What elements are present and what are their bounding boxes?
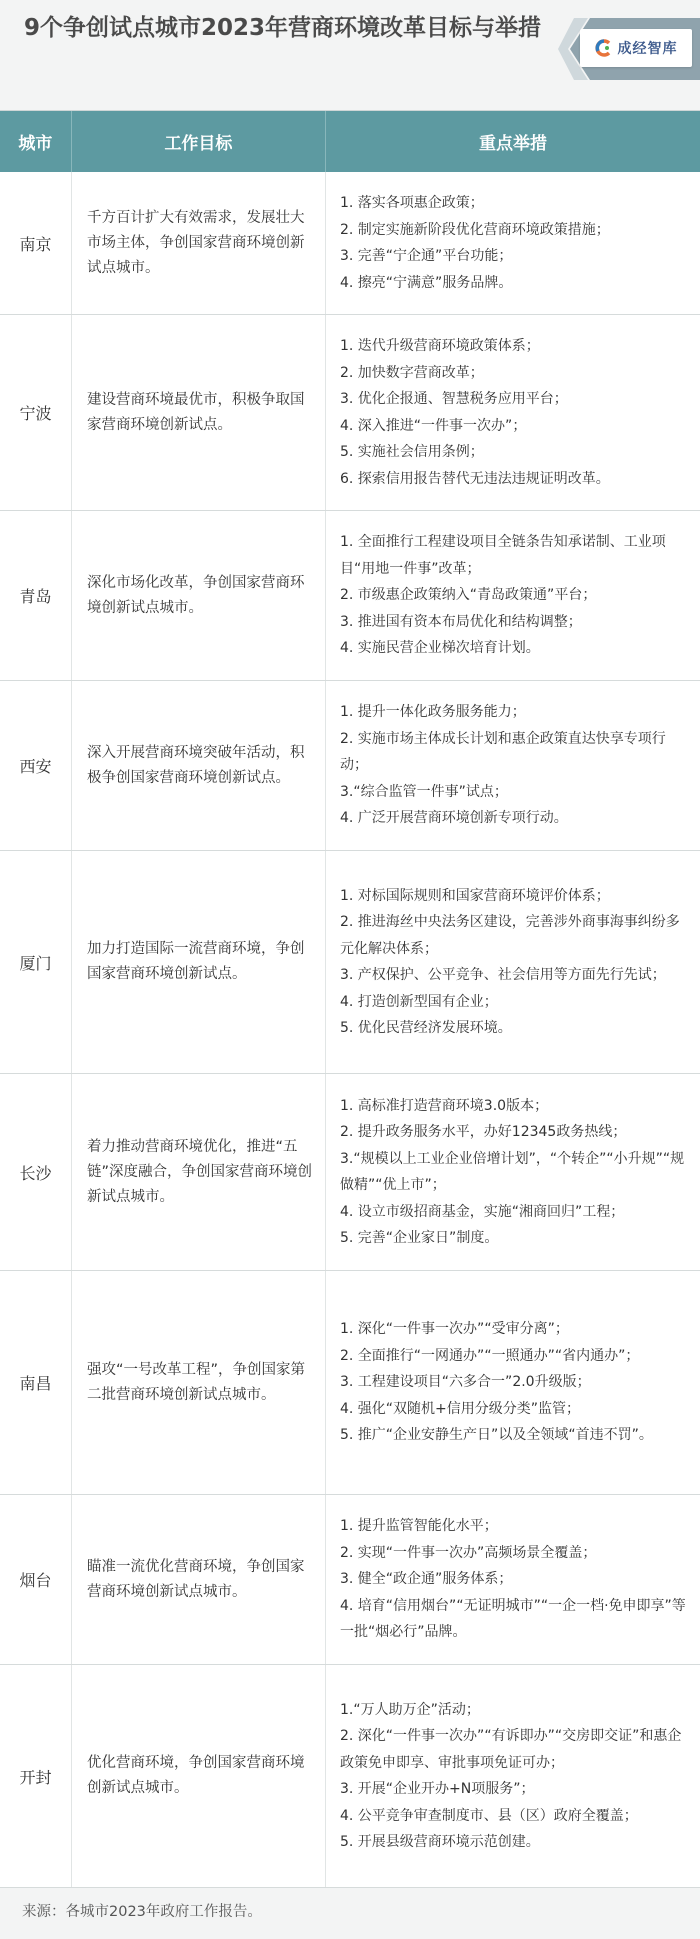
colorful-c-logo-icon [595, 39, 613, 57]
row-city: 开封 [19, 1767, 52, 1787]
row-goal: 加力打造国际一流营商环境，争创国家营商环境创新试点。 [71, 851, 325, 1073]
row-goal: 强攻“一号改革工程”，争创国家第二批营商环境创新试点城市。 [71, 1271, 325, 1494]
measure-item: 4. 实施民营企业梯次培育计划。 [340, 640, 540, 657]
table-row [0, 851, 700, 1074]
measure-item: 2. 实现“一件事一次办”高频场景全覆盖； [340, 1544, 597, 1561]
measure-item: 1. 全面推行工程建设项目全链条告知承诺制、工业项目“用地一件事”改革； [340, 534, 666, 577]
measure-item: 3. 工程建设项目“六多合一”2.0升级版； [340, 1374, 591, 1391]
measure-item: 5. 完善“企业家日”制度。 [340, 1230, 499, 1246]
measure-item: 2. 提升政务服务水平，办好12345政务热线； [340, 1124, 627, 1140]
table-row [0, 511, 700, 681]
measure-item: 1. 深化“一件事一次办”“受审分离”； [340, 1321, 569, 1338]
header-goal: 工作目标 [71, 111, 325, 172]
row-city: 长沙 [19, 1163, 52, 1183]
measure-item: 6. 探索信用报告替代无违法违规证明改革。 [340, 470, 610, 487]
measure-item: 4. 设立市级招商基金，实施“湘商回归”工程； [340, 1203, 625, 1220]
row-city: 西安 [19, 757, 52, 776]
row-city: 烟台 [19, 1571, 52, 1590]
row-measures [325, 315, 700, 510]
measure-item: 2. 实施市场主体成长计划和惠企政策直达快享专项行动； [340, 730, 666, 774]
row-city: 南京 [19, 234, 52, 254]
row-measures [325, 172, 700, 314]
row-goal: 深入开展营商环境突破年活动，积极争创国家营商环境创新试点。 [71, 681, 325, 850]
table-row [0, 681, 700, 851]
measure-item: 2. 推进海丝中央法务区建设，完善涉外商事海事纠纷多元化解决体系； [340, 914, 680, 957]
source-note: 来源：各城市2023年政府工作报告。 [22, 1904, 262, 1920]
reform-table [0, 110, 700, 1889]
row-goal: 深化市场化改革，争创国家营商环境创新试点城市。 [71, 511, 325, 680]
table-row [0, 1271, 700, 1495]
row-goal: 着力推动营商环境优化，推进“五链”深度融合，争创国家营商环境创新试点城市。 [71, 1074, 325, 1270]
measure-item: 2. 市级惠企政策纳入“青岛政策通”平台； [340, 587, 597, 604]
table-row [0, 172, 700, 315]
row-goal: 优化营商环境，争创国家营商环境创新试点城市。 [71, 1665, 325, 1887]
measure-item: 3. 开展“企业开办+N项服务”； [340, 1781, 535, 1797]
measure-item: 3.“规模以上工业企业倍增计划”，“个转企”“小升规”“规做精”“优上市”； [340, 1150, 685, 1193]
row-city: 宁波 [19, 404, 52, 423]
row-measures [325, 1074, 700, 1270]
row-city: 厦门 [19, 953, 52, 973]
measure-item: 2. 制定实施新阶段优化营商环境政策措施； [340, 221, 610, 238]
measure-item: 5. 推广“企业安静生产日”以及全领域“首违不罚”。 [340, 1427, 653, 1444]
measure-item: 3. 优化企报通、智慧税务应用平台； [340, 391, 568, 407]
measure-item: 5. 优化民营经济发展环境。 [340, 1020, 512, 1036]
measure-item: 4. 培育“信用烟台”“无证明城市”“一企一档·免申即享”等一批“烟必行”品牌。 [340, 1597, 686, 1641]
measure-item: 3. 推进国有资本布局优化和结构调整； [340, 613, 582, 630]
measure-item: 2. 加快数字营商改革； [340, 364, 484, 381]
table-row [0, 1665, 700, 1888]
brand-logo [558, 18, 700, 80]
table-row [0, 1495, 700, 1665]
row-goal: 建设营商环境最优市，积极争取国家营商环境创新试点。 [71, 315, 325, 510]
measure-item: 1. 落实各项惠企政策； [340, 195, 484, 211]
measure-item: 4. 公平竞争审查制度市、县（区）政府全覆盖； [340, 1807, 638, 1824]
measure-item: 4. 打造创新型国有企业； [340, 993, 498, 1010]
measure-item: 4. 强化“双随机+信用分级分类”监管； [340, 1400, 581, 1417]
table-header [0, 111, 700, 172]
measure-item: 1. 高标准打造营商环境3.0版本； [340, 1097, 549, 1114]
row-measures [325, 1665, 700, 1887]
table-row [0, 1074, 700, 1271]
measure-item: 2. 深化“一件事一次办”“有诉即办”“交房即交证”和惠企政策免申即享、审批事项免证可办； [340, 1728, 682, 1771]
logo-box [580, 29, 692, 67]
measure-item: 1. 提升监管智能化水平； [340, 1518, 498, 1535]
measure-item: 4. 广泛开展营商环境创新专项行动。 [340, 810, 568, 827]
measure-item: 3. 完善“宁企通”平台功能； [340, 248, 513, 264]
header-measures: 重点举措 [325, 111, 700, 172]
row-measures [325, 1495, 700, 1664]
table-row [0, 315, 700, 511]
row-goal: 瞄准一流优化营商环境，争创国家营商环境创新试点城市。 [71, 1495, 325, 1664]
row-measures [325, 681, 700, 850]
row-measures [325, 1271, 700, 1494]
measure-item: 3. 产权保护、公平竞争、社会信用等方面先行先试； [340, 967, 666, 983]
page-title: 9个争创试点城市2023年营商环境改革目标与举措 [24, 15, 542, 41]
row-city: 青岛 [19, 587, 52, 606]
measure-item: 1. 提升一体化政务服务能力； [340, 704, 526, 721]
row-city: 南昌 [19, 1374, 52, 1393]
row-goal: 千方百计扩大有效需求，发展壮大市场主体，争创国家营商环境创新试点城市。 [71, 172, 325, 314]
row-measures [325, 511, 700, 680]
measure-item: 4. 擦亮“宁满意”服务品牌。 [340, 274, 513, 291]
header-city: 城市 [18, 134, 53, 154]
measure-item: 1. 对标国际规则和国家营商环境评价体系； [340, 887, 610, 904]
measure-item: 1. 迭代升级营商环境政策体系； [340, 338, 540, 354]
measure-item: 5. 开展县级营商环境示范创建。 [340, 1834, 540, 1850]
measure-item: 5. 实施社会信用条例； [340, 444, 484, 460]
measure-item: 3.“综合监管一件事”试点； [340, 783, 508, 800]
row-measures [325, 851, 700, 1073]
logo-text: 成经智库 [617, 41, 678, 57]
header [0, 0, 700, 110]
measure-item: 4. 深入推进“一件事一次办”； [340, 417, 527, 434]
measure-item: 3. 健全“政企通”服务体系； [340, 1571, 513, 1588]
measure-item: 1.“万人助万企”活动； [340, 1701, 480, 1718]
measure-item: 2. 全面推行“一网通办”“一照通办”“省内通办”； [340, 1347, 640, 1364]
